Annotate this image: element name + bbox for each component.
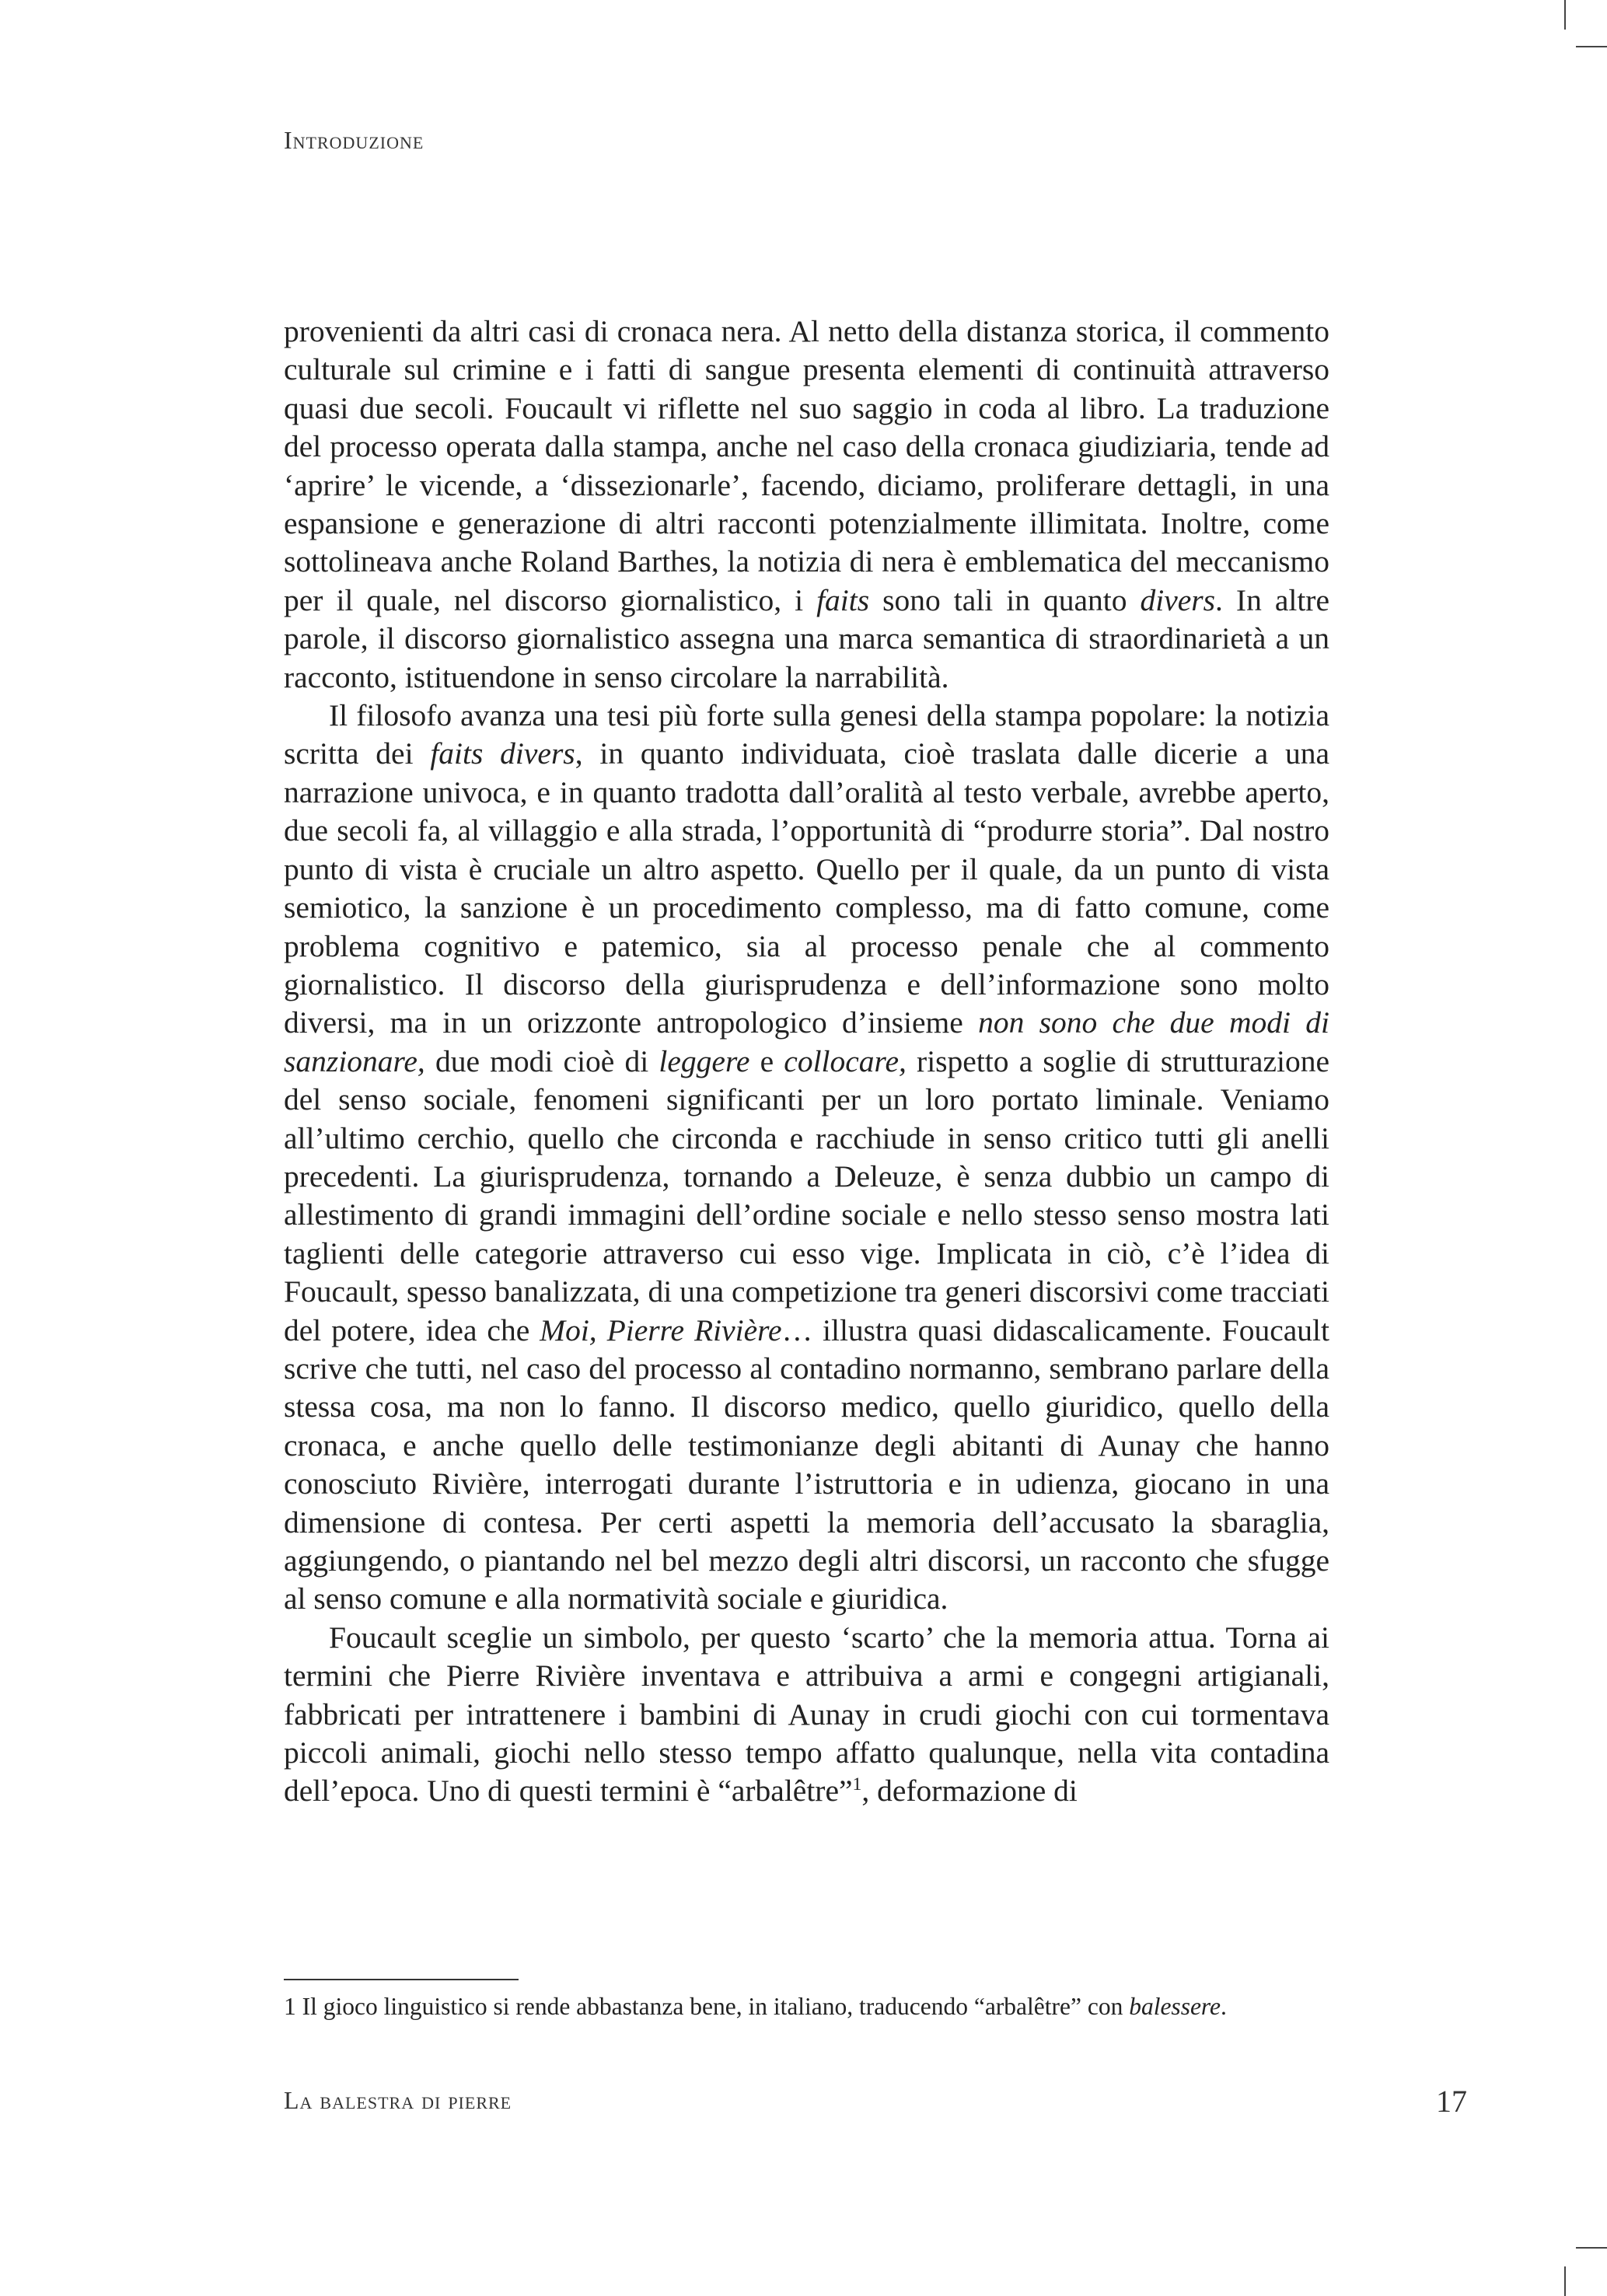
- italic-term: balessere: [1129, 1993, 1221, 2020]
- italic-term: faits divers: [430, 736, 575, 771]
- footnote-rule: [284, 1979, 519, 1980]
- paragraph: Foucault sceglie un simbolo, per questo ‘scarto’ che la memoria attua. Torna ai termini che Pierre Rivière inventava e attribuiva a armi e congegni artigianali, fabbricati per intrattenere i bambini di Aunay in crudi giochi con cui tormentava piccoli animali, giochi nello stesso tempo affatto qualunque, nella vita contadina dell’epoca. Uno di questi termini è “arbalêtre”$^1$, deformazione di: [284, 1620, 1329, 1808]
- italic-term: divers: [1140, 582, 1216, 617]
- italic-term: collocare,: [784, 1043, 907, 1078]
- paragraph: provenienti da altri casi di cronaca nera. Al netto della distanza storica, il commento culturale sul crimine e i fatti di sangue presenta elementi di continuità attraverso quasi due secoli. Foucault vi riflette nel suo saggio in coda al libro. La traduzione del processo operata dalla stampa, anche nel caso della cronaca giudiziaria, tende ad ‘aprire’ le vicende, a ‘dissezionarle’, facendo, diciamo, proliferare dettagli, in una espansione e generazione di altri racconti potenzialmente illimitata. Inoltre, come sottolineava anche Roland Barthes, la notizia di nera è emblematica del meccanismo per il quale, nel discorso giornalistico, i faits sono tali in quanto divers. In altre parole, il discorso giornalistico assegna una marca semantica di straordinarietà a un racconto, istituendone in senso circolare la narrabilità.: [284, 314, 1329, 694]
- italic-term: leggere: [659, 1043, 750, 1078]
- paragraph: Il filosofo avanza una tesi più forte sulla genesi della stampa popolare: la notizia scritta dei faits divers, in quanto individuata, cioè traslata dalle dicerie a una narrazione univoca, e in quanto tradotta dall’oralità al testo verbale, avrebbe aperto, due secoli fa, al villaggio e alla strada, l’opportunità di “produrre storia”. Dal nostro punto di vista è cruciale un altro aspetto. Quello per il quale, da un punto di vista semiotico, la sanzione è un procedimento complesso, ma di fatto comune, come problema cognitivo e patemico, sia al processo penale che al commento giornalistico. Il discorso della giurisprudenza e dell’informazione sono molto diversi, ma in un orizzonte antropologico d’insieme non sono che due modi di sanzionare, due modi cioè di leggere e collocare, rispetto a soglie di strutturazione del senso sociale, fenomeni significanti per un loro portato liminale. Veniamo all’ultimo cerchio, quello che circonda e racchiude in senso critico tutti gli anelli precedenti. La giurisprudenza, tornando a Deleuze, è senza dubbio un campo di allestimento di grandi immagini dell’ordine sociale e nello stesso senso mostra lati taglienti delle categorie attraverso cui esso vige. Implicata in ciò, c’è l’idea di Foucault, spesso banalizzata, di una competizione tra generi discorsivi come tracciati del potere, idea che Moi, Pierre Rivière… illustra quasi didascalicamente. Foucault scrive che tutti, nel caso del processo al contadino normanno, sembrano parlare della stessa cosa, ma non lo fanno. Il discorso medico, quello giuridico, quello della cronaca, e anche quello delle testimonianze degli abitanti di Aunay che hanno conosciuto Rivière, interrogati durante l’istruttoria e in udienza, giocano in una dimensione di contesa. Per certi aspetti la memoria dell’accusato la sbaraglia, aggiungendo, o piantando nel bel mezzo degli altri discorsi, un racconto che sfugge al senso comune e alla normatività sociale e giuridica.: [284, 698, 1329, 1616]
- footer-book-title: La balestra di pierre: [284, 2086, 512, 2114]
- crop-mark-top-vertical: [1564, 0, 1566, 30]
- running-head: Introduzione: [284, 126, 424, 154]
- italic-title: Moi, Pierre Rivière: [540, 1312, 782, 1347]
- footnote: 1 Il gioco linguistico si rende abbastanza bene, in italiano, traducendo “arbalêtre” con balessere.: [284, 1993, 1227, 2020]
- crop-mark-bottom-horizontal: [1576, 2247, 1607, 2249]
- crop-mark-bottom-vertical: [1564, 2266, 1566, 2296]
- body-text: [284, 313, 1329, 1811]
- page-number: 17: [1436, 2084, 1467, 2119]
- footnote-reference[interactable]: 1: [852, 1774, 862, 1795]
- footnote-number: 1: [284, 1993, 296, 2020]
- italic-term: faits: [816, 582, 870, 617]
- crop-mark-top-horizontal: [1576, 46, 1607, 47]
- italic-phrase: non sono che due modi di sanzionare,: [284, 1005, 1329, 1078]
